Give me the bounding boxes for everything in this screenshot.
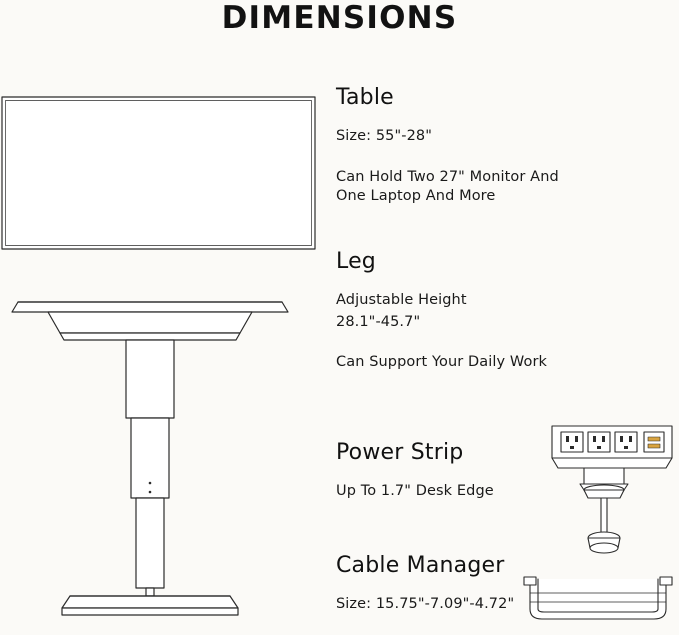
spec-heading-table: Table <box>336 85 394 110</box>
spec-leg-height-line2: 28.1"-45.7" <box>336 313 421 330</box>
spec-heading-leg: Leg <box>336 249 376 274</box>
power-strip-illustration <box>528 418 679 578</box>
spec-table-size: Size: 55"-28" <box>336 128 433 145</box>
tabletop-top-view <box>2 97 315 249</box>
power-strip-body <box>552 426 672 468</box>
cable-tray-body <box>524 577 672 619</box>
desk-illustration-group <box>0 88 320 625</box>
spec-power-strip-detail: Up To 1.7" Desk Edge <box>336 483 494 500</box>
page-title: DIMENSIONS <box>221 0 458 36</box>
spec-leg-height-line1: Adjustable Height <box>336 292 467 309</box>
cable-manager-illustration <box>520 575 679 625</box>
power-strip-clamp <box>580 468 628 553</box>
spec-heading-cable-manager: Cable Manager <box>336 553 505 578</box>
spec-leg-support: Can Support Your Daily Work <box>336 354 548 371</box>
spec-block-leg <box>336 250 679 393</box>
spec-table-capacity-line1: Can Hold Two 27" Monitor And <box>336 168 559 185</box>
spec-cable-manager-size: Size: 15.75"-7.09"-4.72" <box>336 596 515 613</box>
spec-heading-power-strip: Power Strip <box>336 440 464 465</box>
spec-block-table <box>336 86 679 227</box>
spec-table-capacity-line2: One Laptop And More <box>336 188 496 205</box>
desk-frame-front-view <box>12 302 288 615</box>
